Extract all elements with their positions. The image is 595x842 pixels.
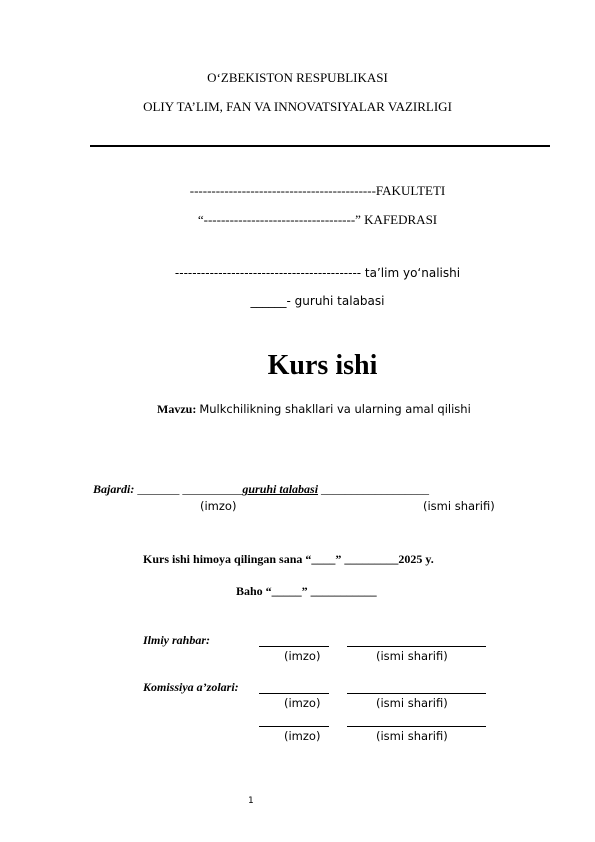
performer-signature-caption: (imzo) (200, 499, 237, 513)
commission-name-caption-2: (ismi sharifi) (376, 729, 448, 743)
performer-name-caption: (ismi sharifi) (423, 499, 495, 513)
department-line: “-----------------------------------” KAFEDRASI (197, 212, 438, 227)
header-divider (90, 145, 550, 147)
group-line: ______- guruhi talabasi (250, 294, 385, 308)
topic-text: Mulkchilikning shakllari va ularning amal qilishi (199, 402, 471, 416)
ministry-title: OLIY TA’LIM, FAN VA INNOVATSIYALAR VAZIRLIGI (143, 99, 452, 114)
commission-signature-line-1 (259, 693, 329, 694)
topic (157, 402, 471, 417)
document-title: Kurs ishi (267, 350, 378, 381)
defense-date: Kurs ishi himoya qilingan sana “____” _________2025 y. (143, 552, 434, 566)
commission-name-line-1 (347, 693, 486, 694)
performer-row (93, 482, 429, 497)
commission-name-line-2 (347, 726, 486, 727)
performer-label: Bajardi: (93, 482, 135, 496)
supervisor-name-line (347, 646, 486, 647)
page-number: 1 (248, 796, 254, 806)
topic-label: Mavzu: (157, 402, 197, 416)
faculty-line: -------------------------------------------FAKULTETI (189, 183, 446, 198)
republic-title: O‘ZBEKISTON RESPUBLIKASI (207, 70, 388, 85)
performer-group-text: guruhi talabasi (242, 482, 319, 496)
commission-label: Komissiya a’zolari: (143, 680, 239, 694)
performer-blank-1: _______ (137, 482, 180, 496)
supervisor-signature-line (259, 646, 329, 647)
direction-line: ------------------------------------------- ta’lim yo‘nalishi (174, 266, 461, 280)
performer-blank-2: __________ (182, 482, 243, 496)
performer-blank-3: __________________ (321, 482, 430, 496)
supervisor-name-caption: (ismi sharifi) (376, 649, 448, 663)
supervisor-signature-caption: (imzo) (284, 649, 321, 663)
commission-name-caption-1: (ismi sharifi) (376, 696, 448, 710)
commission-signature-caption-1: (imzo) (284, 696, 321, 710)
supervisor-label: Ilmiy rahbar: (143, 633, 211, 647)
grade: Baho “_____” ___________ (236, 584, 377, 598)
commission-signature-line-2 (259, 726, 329, 727)
commission-signature-caption-2: (imzo) (284, 729, 321, 743)
